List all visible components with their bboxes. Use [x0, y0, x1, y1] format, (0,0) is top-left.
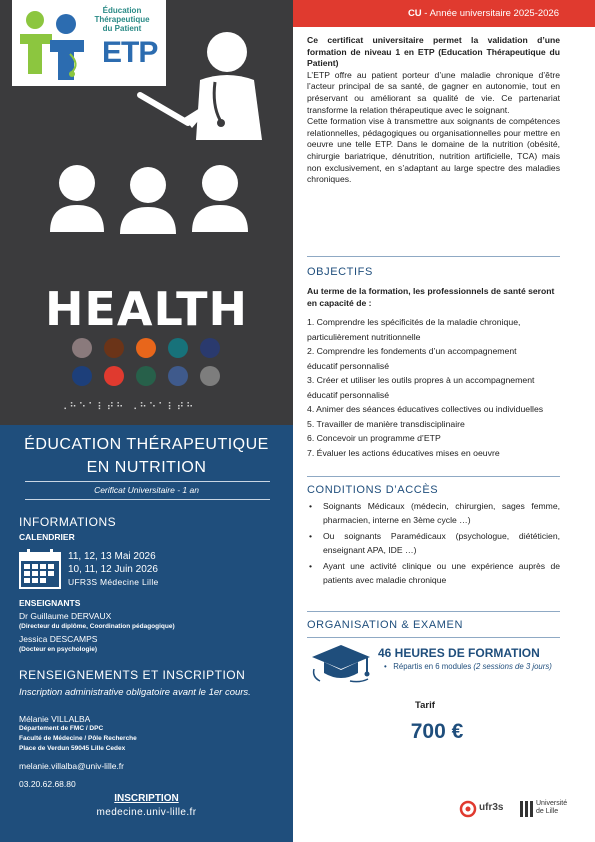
modules-text: Répartis en 6 modules: [393, 662, 474, 671]
univ-lille-label: [536, 800, 567, 816]
program-title: [0, 433, 293, 479]
objective-item: 5. Travailler de manière transdisciplinaire: [307, 418, 465, 429]
color-swatch: [168, 366, 188, 386]
left-column: [0, 0, 293, 842]
teachers-heading: ENSEIGNANTS: [19, 598, 81, 608]
teacher1-name: Dr Guillaume DERVAUX: [19, 611, 112, 621]
dates-session2: 10, 11, 12 Juin 2026: [68, 564, 158, 575]
course-location: UFR3S Médecine Lille: [68, 577, 159, 587]
color-swatch: [136, 338, 156, 358]
objective-item: 2. Comprendre les fondements d’un accompagnement éducatif personnalisé: [307, 346, 517, 371]
year-banner: [293, 0, 595, 27]
univ-lille-mark: [520, 801, 534, 817]
condition-item: • Ou soignants Paramédicaux (psychologue, diététicien, enseignant APA, IDE …): [307, 530, 560, 557]
conditions-list: [307, 500, 560, 590]
objective-item: 6. Concevoir un programme d’ETP: [307, 433, 441, 443]
contact-phone[interactable]: 03.20.62.68.80: [19, 779, 76, 789]
organisation-heading: ORGANISATION & EXAMEN: [307, 619, 464, 631]
hours-heading: 46 HEURES DE FORMATION: [378, 646, 540, 660]
program-title-line2: EN NUTRITION: [86, 459, 207, 476]
intro-paragraph1: L’ETP offre au patient porteur d’une maladie chronique d’être l’acteur principal de sa santé, de gagner en autonomie, tout en préservant ou améliorant sa qualité de vie. Ce partenariat transforme la relation thérapeutique avec le soignant.: [307, 69, 560, 115]
website-link[interactable]: medecine.univ-lille.fr: [96, 807, 197, 818]
color-swatch: [200, 338, 220, 358]
teacher2-name: Jessica DESCAMPS: [19, 634, 98, 644]
banner-prefix: CU: [407, 8, 422, 19]
calendar-dates: [68, 550, 159, 589]
color-swatch: [104, 366, 124, 386]
contact-dept1: Département de FMC / DPC: [19, 725, 104, 732]
banner-text: - Année universitaire 2025-2026: [421, 8, 559, 19]
objectives-lead: Au terme de la formation, les professionnels de santé seront en capacité de :: [307, 286, 555, 308]
objective-item: 7. Évaluer les actions éducatives mises en oeuvre: [307, 447, 500, 458]
modules-note: (2 sessions de 3 jours): [473, 662, 552, 671]
objective-item: 3. Créer et utiliser les outils propres à un accompagnement éducatif personnalisé: [307, 375, 535, 400]
univ-line2: de Lille: [536, 808, 559, 815]
section-divider: [307, 256, 560, 257]
conditions-heading: CONDITIONS D’ACCÈS: [307, 484, 439, 496]
registration-note: Inscription administrative obligatoire avant le 1er cours.: [19, 687, 251, 698]
etp-logo: [12, 0, 166, 86]
condition-item: • Soignants Médicaux (médecin, chirurgien, sages femme, pharmacien, interne en 3ème cycle …): [307, 500, 560, 527]
objectives-list: [307, 315, 547, 460]
section-divider: [307, 476, 560, 477]
informations-heading: INFORMATIONS: [19, 515, 117, 529]
braille-decoration: ⠠⠓⠑⠁⠇⠞⠓ ⠠⠓⠑⠁⠇⠞⠓: [60, 402, 196, 413]
color-swatch: [200, 366, 220, 386]
ufr3s-label: ufr3s: [479, 802, 504, 813]
tarif-label: Tarif: [415, 700, 435, 711]
objective-item: 1. Comprendre les spécificités de la maladie chronique, particulièrement nutritionnelle: [307, 317, 521, 342]
contact-dept2: Faculté de Médecine / Pôle Recherche: [19, 735, 137, 742]
color-swatch: [104, 338, 124, 358]
intro-text: [307, 35, 560, 186]
hero-panel: [0, 0, 293, 425]
program-title-line1: ÉDUCATION THÉRAPEUTIQUE: [24, 436, 269, 453]
logo-etp-text: ETP: [102, 36, 158, 69]
swatch-grid: [70, 334, 224, 392]
contact-name: Mélanie VILLALBA: [19, 714, 91, 724]
section-divider: [307, 637, 560, 638]
teacher1-role: (Directeur du diplôme, Coordination pédagogique): [19, 623, 175, 630]
logo-tagline: [80, 6, 164, 33]
color-swatch: [168, 338, 188, 358]
color-swatch: [136, 366, 156, 386]
etp-people-icon: [18, 4, 86, 84]
color-swatch: [72, 366, 92, 386]
info-panel: [0, 425, 293, 842]
logo-line3: du Patient: [102, 24, 142, 33]
footer-logos: [459, 798, 574, 820]
divider: [25, 499, 270, 500]
contact-email[interactable]: melanie.villalba@univ-lille.fr: [19, 761, 125, 771]
univ-line1: Université: [536, 800, 568, 807]
graduation-cap-icon: [310, 643, 372, 683]
color-swatch: [72, 338, 92, 358]
modules-info: • Répartis en 6 modules (2 sessions de 3 jours): [384, 662, 552, 671]
objectives-heading: OBJECTIFS: [307, 266, 373, 278]
inscription-link[interactable]: INSCRIPTION: [114, 793, 179, 804]
objective-item: 4. Animer des séances éducatives collectives ou individuelles: [307, 404, 544, 414]
calendar-icon: [19, 549, 61, 589]
dates-session1: 11, 12, 13 Mai 2026: [68, 551, 156, 562]
color-swatch-panel: [70, 334, 224, 392]
health-title: HEALTH: [44, 282, 249, 336]
contact-address: Place de Verdun 59045 Lille Cedex: [19, 745, 126, 752]
teacher2-role: (Docteur en psychologie): [19, 646, 98, 653]
logo-line1: Éducation: [102, 6, 142, 15]
certificate-label: Cerificat Universitaire - 1 an: [94, 485, 199, 495]
registration-heading: RENSEIGNEMENTS ET INSCRIPTION: [19, 668, 246, 682]
intro-lead: Ce certificat universitaire permet la validation d’une formation de niveau 1 en ETP (Education Thérapeutique du Patient): [307, 35, 560, 69]
intro-paragraph2: Cette formation vise à transmettre aux soignants de compétences relationnelles, pédagogiques ou organisationnelles pour mettre en oeuvre une telle ETP. Dans le domaine de la nutrition (obésité, chirurgie bariatrique, dénutrition, nutrition artificielle, TCA) mais non exclusivement, en s’adaptant au large spectre des maladies chroniques.: [307, 116, 560, 185]
section-divider: [307, 611, 560, 612]
tarif-value: 700 €: [410, 720, 464, 743]
divider: [25, 481, 270, 482]
logo-line2: Thérapeutique: [94, 15, 150, 24]
condition-item: • Ayant une activité clinique ou une expérience auprès de patients avec maladie chronique: [307, 560, 560, 587]
calendar-heading: CALENDRIER: [19, 532, 75, 542]
